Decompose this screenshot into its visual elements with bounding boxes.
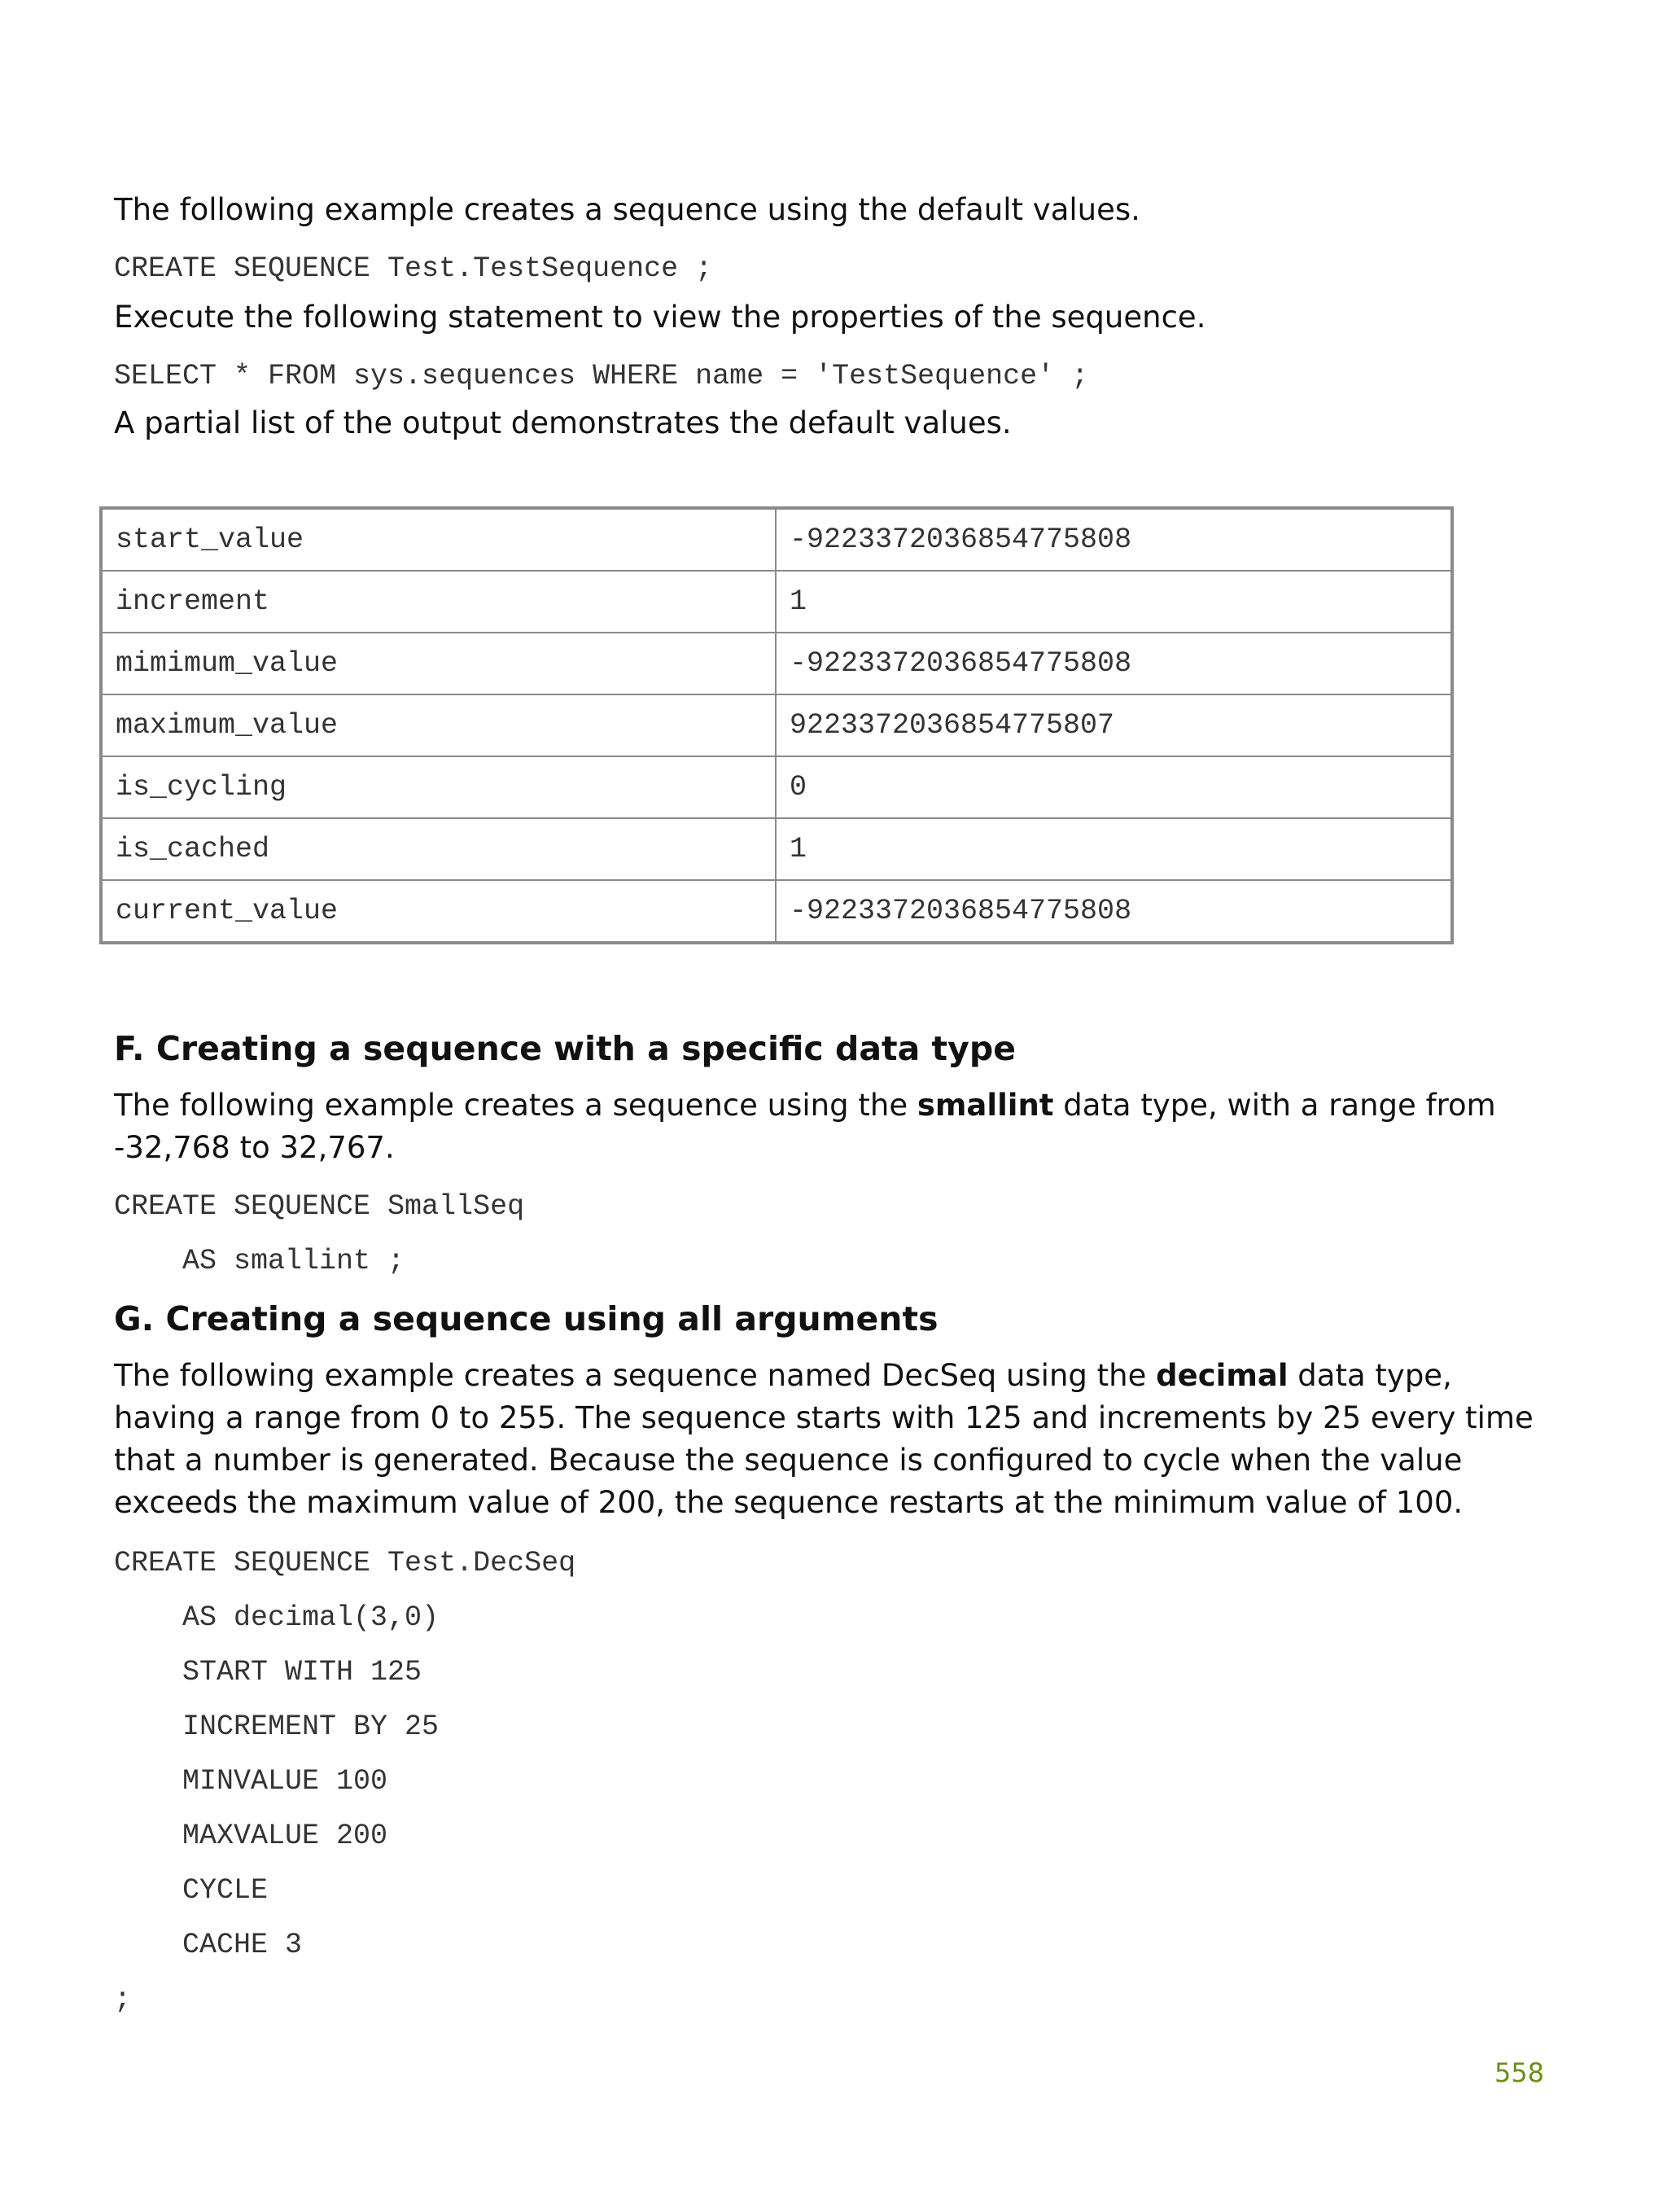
code-dec-seq-line-8: CACHE 3 [114,1929,303,1961]
code-dec-seq-line-4: INCREMENT BY 25 [114,1710,440,1743]
code-dec-seq-line-6: MAXVALUE 200 [114,1820,388,1852]
code-dec-seq-line-7: CYCLE [114,1874,269,1907]
section-f-bold-term: smallint [917,1088,1054,1123]
code-dec-seq-line-9: ; [114,1983,132,2016]
intro-paragraph-3: A partial list of the output demonstrates the default values. [114,405,1012,440]
code-select-sys-sequences: SELECT * FROM sys.sequences WHERE name = 'TestSequence' ; [114,360,1089,392]
code-dec-seq-line-5: MINVALUE 100 [114,1765,388,1798]
section-g-text-after: data type, having a range from 0 to 255. The sequence starts with 125 and increments by 25 every time that a number is generated. Because the sequence is configured to cycle when the value exceeds the maximum value of 200, the sequence restarts at the minimum value of 100. [114,1358,1534,1520]
section-g-paragraph [114,1355,1547,1524]
intro-paragraph-2: Execute the following statement to view the properties of the sequence. [114,300,1206,335]
sequence-properties-table [99,506,1454,944]
code-small-seq-line-1: CREATE SEQUENCE SmallSeq [114,1190,525,1223]
property-value: -9223372036854775808 [776,633,1452,694]
property-value: 1 [776,571,1452,633]
property-name: is_cycling [101,756,776,818]
intro-paragraph-1: The following example creates a sequence using the default values. [114,192,1140,227]
section-g-text-before: The following example creates a sequence named DecSeq using the [114,1358,1157,1393]
section-g-heading: G. Creating a sequence using all arguments [114,1299,939,1338]
property-value: 1 [776,818,1452,880]
table-row [101,633,1452,694]
section-f-text-after: data type, with a range from -32,768 to 32,767. [114,1088,1496,1165]
table-row [101,508,1452,571]
code-dec-seq-line-3: START WITH 125 [114,1656,422,1689]
section-f-text-before: The following example creates a sequence using the [114,1088,917,1123]
code-small-seq-line-2: AS smallint ; [114,1245,405,1277]
section-f-heading: F. Creating a sequence with a specific data type [114,1029,1017,1068]
section-g-bold-term: decimal [1156,1358,1289,1393]
property-name: increment [101,571,776,633]
table-row [101,571,1452,633]
property-value: 9223372036854775807 [776,694,1452,756]
property-value: -9223372036854775808 [776,880,1452,943]
property-name: current_value [101,880,776,943]
table-row [101,818,1452,880]
code-create-test-sequence: CREATE SEQUENCE Test.TestSequence ; [114,252,713,285]
page-number: 558 [1494,2057,1545,2088]
table-row [101,694,1452,756]
code-dec-seq-line-2: AS decimal(3,0) [114,1601,440,1634]
table-row [101,756,1452,818]
section-f-paragraph [114,1084,1547,1169]
property-value: 0 [776,756,1452,818]
property-value: -9223372036854775808 [776,508,1452,571]
code-dec-seq-line-1: CREATE SEQUENCE Test.DecSeq [114,1547,576,1579]
property-name: maximum_value [101,694,776,756]
property-name: start_value [101,508,776,571]
property-name: mimimum_value [101,633,776,694]
property-name: is_cached [101,818,776,880]
table-row [101,880,1452,943]
